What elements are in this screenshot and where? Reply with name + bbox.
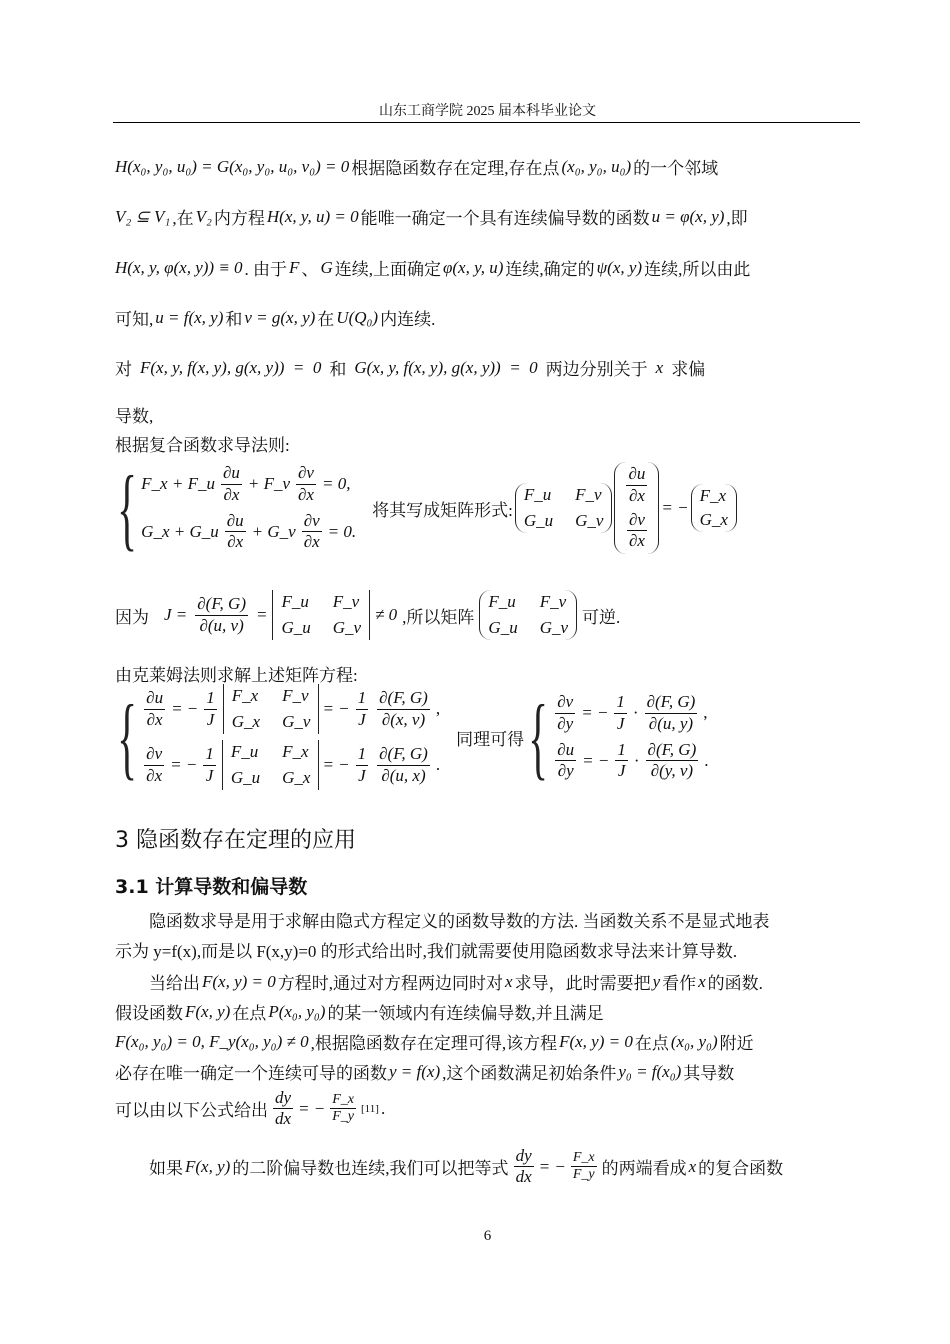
text: 附近 [719, 1034, 754, 1053]
numerator: 1 [356, 744, 369, 765]
determinant [223, 684, 320, 734]
matrix-entry: F_v [332, 592, 360, 611]
text: 内连续. [380, 310, 436, 329]
text-line [115, 1029, 754, 1054]
math: = − [322, 755, 350, 774]
denominator: J [358, 709, 366, 729]
denominator: ∂(u, v) [199, 615, 244, 635]
math: x [698, 971, 706, 991]
text: 求导，此时需要把 [514, 974, 651, 993]
text-line: 隐函数求导是用于求解由隐式方程定义的函数导数的方法. 当函数关系不是显式地表 [149, 912, 770, 931]
math: y [652, 971, 661, 991]
text: 因为 [115, 607, 149, 627]
denominator: ∂(y, v) [650, 761, 694, 781]
denominator: J [358, 765, 366, 785]
text: 可逆. [582, 607, 621, 627]
text: 对 [115, 360, 132, 379]
denominator: ∂x [227, 532, 244, 552]
math: G [320, 257, 333, 277]
denominator: dx [275, 1109, 292, 1129]
math: F(x, y) = 0 [559, 1031, 633, 1051]
math: = − [170, 755, 198, 774]
math: + F_v [247, 474, 291, 494]
text: 和 [225, 310, 243, 329]
numerator: ∂(F, G) [377, 688, 430, 709]
denominator: ∂y [557, 761, 574, 781]
citation[interactable]: [11] [361, 1102, 379, 1115]
numerator: ∂u [626, 464, 647, 485]
numerator: 1 [204, 688, 217, 709]
text: 如果 [149, 1159, 183, 1179]
coefficient-matrix [515, 483, 613, 533]
denominator: ∂(u, x) [381, 765, 426, 785]
equation-row [141, 684, 440, 734]
text-line: 示为 y=f(x),而是以 F(x,y)=0 的形式给出时,我们就需要使用隐函数求导法来计算导数. [115, 942, 738, 961]
numerator: 1 [615, 740, 628, 761]
denominator: ∂x [146, 765, 163, 785]
numerator: ∂v [627, 510, 647, 531]
text: 假设函数 [115, 1004, 183, 1023]
subsection-heading: 3.1 计算导数和偏导数 [115, 876, 308, 898]
punctuation: , [435, 699, 441, 718]
numerator: F_x [330, 1092, 356, 1110]
matrix-entry: G_u [230, 768, 261, 787]
text: 的某一领域内有连续偏导数,并且满足 [327, 1004, 604, 1023]
text: 两边分别关于 [545, 360, 648, 379]
fraction [571, 1150, 597, 1185]
text: 连续,确定的 [505, 260, 595, 279]
text: 看作 [662, 974, 697, 993]
punctuation: . [380, 1098, 386, 1118]
text: 在 [317, 310, 335, 329]
math: F_x + F_u [141, 474, 215, 494]
numerator: ∂(F, G) [377, 744, 430, 765]
denominator: dx [515, 1167, 532, 1187]
math: ≠ 0 [375, 605, 398, 624]
text: 的复合函数 [698, 1159, 784, 1179]
text: 能唯一确定一个具有连续偏导数的函数 [360, 209, 650, 228]
math: J = [164, 605, 188, 624]
fraction [195, 594, 248, 636]
text: 在点 [634, 1034, 669, 1053]
text-line: 由克莱姆法则求解上述矩阵方程: [115, 666, 358, 685]
math: · [632, 703, 639, 723]
left-brace: { [528, 686, 549, 788]
fraction [645, 692, 698, 734]
math: φ(x, y, u) [442, 257, 504, 277]
fraction [296, 463, 316, 505]
fraction [356, 744, 369, 786]
fraction [626, 510, 647, 552]
matrix-entry: G_v [539, 618, 569, 637]
numerator: ∂u [221, 463, 242, 484]
math: F(x, y, f(x, y), g(x, y)) = 0 [140, 357, 322, 377]
math: x [505, 971, 513, 991]
math: ψ(x, y) [596, 257, 643, 277]
matrix-entry: G_u [488, 618, 518, 637]
text: 求偏 [671, 360, 706, 379]
math: v = g(x, y) [244, 307, 316, 327]
text: 必存在唯一确定一个连续可导的函数 [115, 1064, 387, 1083]
math: = − [171, 699, 199, 718]
fraction [203, 744, 216, 786]
text-line [115, 305, 435, 330]
text: 连续,上面确定 [334, 260, 441, 279]
fraction [330, 1092, 356, 1127]
jacobian-line [115, 590, 620, 640]
equation-row [552, 740, 708, 782]
math: = 0, [321, 474, 351, 494]
numerator: ∂u [225, 511, 246, 532]
text-line [115, 1088, 385, 1130]
math: = − [661, 498, 689, 517]
text-line: 导数, [115, 407, 154, 426]
text-line [149, 1146, 783, 1188]
matrix-entry: G_v [332, 618, 362, 637]
numerator: ∂(F, G) [195, 594, 248, 615]
numerator: ∂u [555, 740, 576, 761]
text: ,所以矩阵 [402, 607, 475, 627]
math: F(x, y) = 0 [202, 971, 276, 991]
fraction [144, 744, 164, 786]
math: (x₀, y₀) [670, 1031, 718, 1051]
fraction [221, 463, 242, 505]
numerator: ∂(F, G) [646, 740, 699, 761]
math: H(x₀, y₀, u₀) = G(x₀, y₀, u₀, v₀) = 0 [115, 156, 350, 176]
text-line [115, 355, 705, 380]
punctuation: . [435, 755, 441, 774]
text: ,这个函数满足初始条件 [442, 1064, 617, 1083]
matrix-entry: F_u [230, 742, 259, 761]
text-line [149, 969, 763, 994]
text: ,根据隐函数存在定理可得,该方程 [310, 1034, 558, 1053]
text: ,即 [726, 209, 748, 228]
math: x [688, 1156, 697, 1176]
math: = 0. [327, 521, 357, 541]
text: 可知, [115, 310, 154, 329]
numerator: ∂v [302, 511, 322, 532]
text: 内方程 [213, 209, 265, 228]
text: 连续,所以由此 [644, 260, 751, 279]
text: 可以由以下公式给出 [115, 1101, 268, 1121]
fraction [646, 740, 699, 782]
left-brace: { [117, 457, 138, 559]
fraction [555, 692, 575, 734]
text: 和 [329, 360, 347, 379]
fraction [626, 464, 647, 506]
matrix-entry: F_v [575, 485, 602, 504]
math: = − [538, 1156, 566, 1176]
vector-entry: G_x [699, 510, 728, 529]
math: · [633, 750, 640, 770]
fraction [356, 688, 369, 730]
running-header: 山东工商学院 2025 届本科毕业论文 [379, 104, 596, 119]
matrix-entry: F_u [523, 485, 552, 504]
math: G_x + G_u [141, 521, 219, 541]
rhs-vector [691, 484, 737, 532]
denominator: ∂x [298, 484, 314, 504]
math: F [289, 257, 300, 277]
fraction [555, 740, 576, 782]
text-line [115, 999, 604, 1024]
text: 同理可得 [456, 729, 525, 749]
text: 当给出 [149, 974, 200, 993]
text: 根据隐函数存在定理,存在点 [351, 159, 560, 178]
matrix-entry: G_v [575, 511, 604, 530]
numerator: dy [514, 1146, 534, 1167]
denominator: ∂x [303, 532, 320, 552]
punctuation: . [704, 750, 709, 770]
numerator: ∂u [144, 688, 165, 709]
denominator: J [616, 713, 625, 733]
matrix-entry: F_u [281, 592, 309, 611]
equation-row [552, 692, 708, 734]
text: 在点 [232, 1004, 267, 1023]
denominator: F_y [572, 1167, 595, 1183]
fraction [377, 688, 430, 730]
math: F(x, y) [185, 1156, 231, 1176]
matrix-entry: G_u [281, 618, 311, 637]
unknown-vector [614, 462, 659, 554]
text: 的二阶偏导数也连续,我们可以把等式 [232, 1159, 509, 1179]
text-line [115, 1059, 734, 1084]
fraction [615, 740, 628, 782]
fraction [514, 1146, 534, 1188]
numerator: ∂v [144, 744, 164, 765]
text: 的函数. [707, 974, 763, 993]
matrix [479, 590, 577, 640]
punctuation: , [703, 703, 708, 723]
text: ,在 [172, 209, 194, 228]
math: = − [322, 699, 350, 718]
denominator: ∂x [628, 485, 645, 505]
equation-row [141, 463, 356, 505]
math: U(Q₀) [336, 307, 379, 327]
denominator: J [617, 761, 626, 781]
denominator: J [205, 765, 214, 785]
determinant [272, 590, 370, 640]
text-line [115, 154, 718, 179]
denominator: J [206, 709, 215, 729]
numerator: 1 [203, 744, 216, 765]
math: G(x, y, f(x, y), g(x, y)) = 0 [354, 357, 538, 377]
text: 将其写成矩阵形式: [372, 500, 513, 520]
header-rule [113, 122, 860, 123]
matrix-entry: F_u [488, 592, 516, 611]
denominator: ∂x [146, 709, 163, 729]
matrix-entry: G_x [282, 768, 311, 787]
equation-system-2 [115, 684, 709, 790]
math: H(x, y, φ(x, y)) ≡ 0 [115, 257, 243, 277]
math: + G_v [251, 521, 296, 541]
math: y₀ = f(x₀) [618, 1061, 682, 1081]
math: F(x₀, y₀) = 0, F_y(x₀, y₀) ≠ 0 [115, 1031, 309, 1051]
text: 其导数 [683, 1064, 735, 1083]
matrix-entry: F_v [539, 592, 567, 611]
matrix-entry: F_v [282, 686, 309, 705]
section-heading: 3 隐函数存在定理的应用 [115, 828, 356, 853]
page-number: 6 [483, 1228, 492, 1244]
determinant [222, 740, 320, 790]
equation-system-1 [115, 457, 737, 559]
matrix-entry: G_u [523, 511, 554, 530]
denominator: ∂y [557, 713, 574, 733]
matrix-entry: F_x [231, 686, 259, 705]
math: V₂ ⊆ V₁ [115, 206, 171, 226]
text: . 由于 [244, 260, 288, 279]
math: (x₀, y₀, u₀) [561, 156, 632, 176]
equation-row [141, 511, 356, 553]
math: = − [581, 703, 609, 723]
fraction [614, 692, 627, 734]
math: F(x, y) [185, 1001, 231, 1021]
math: = [255, 605, 268, 624]
text-line [115, 255, 750, 280]
fraction [144, 688, 165, 730]
denominator: F_y [332, 1109, 355, 1125]
vector-entry: F_x [699, 486, 727, 505]
matrix-entry: G_v [282, 712, 311, 731]
matrix-entry: F_x [282, 742, 309, 761]
numerator: ∂(F, G) [645, 692, 698, 713]
fraction [302, 511, 322, 553]
numerator: 1 [356, 688, 369, 709]
numerator: dy [273, 1088, 293, 1109]
numerator: ∂v [296, 463, 316, 484]
math: H(x, y, u) = 0 [266, 206, 359, 226]
numerator: ∂v [555, 692, 575, 713]
fraction [273, 1088, 293, 1130]
denominator: ∂(x, v) [381, 709, 426, 729]
numerator: 1 [614, 692, 627, 713]
text-line [115, 204, 748, 229]
math: u = φ(x, y) [651, 206, 725, 226]
numerator: F_x [571, 1150, 597, 1168]
denominator: ∂x [223, 484, 240, 504]
left-brace: { [117, 686, 138, 788]
denominator: ∂x [628, 531, 645, 551]
fraction [225, 511, 246, 553]
math: P(x₀, y₀) [268, 1001, 326, 1021]
denominator: ∂(u, y) [648, 713, 694, 733]
text: 的两端看成 [601, 1159, 687, 1179]
fraction [377, 744, 430, 786]
math: V₂ [195, 206, 212, 226]
text: 、 [301, 260, 319, 279]
text-line: 根据复合函数求导法则: [115, 436, 290, 455]
math: y = f(x) [389, 1061, 441, 1081]
math: u = f(x, y) [155, 307, 224, 327]
matrix-entry: G_x [231, 712, 261, 731]
math: = − [582, 750, 610, 770]
text: 的一个邻域 [633, 159, 719, 178]
fraction [204, 688, 217, 730]
equation-row [141, 740, 440, 790]
math: x [655, 357, 664, 377]
text: 方程时,通过对方程两边同时对 [277, 974, 504, 993]
math: = − [298, 1098, 326, 1118]
